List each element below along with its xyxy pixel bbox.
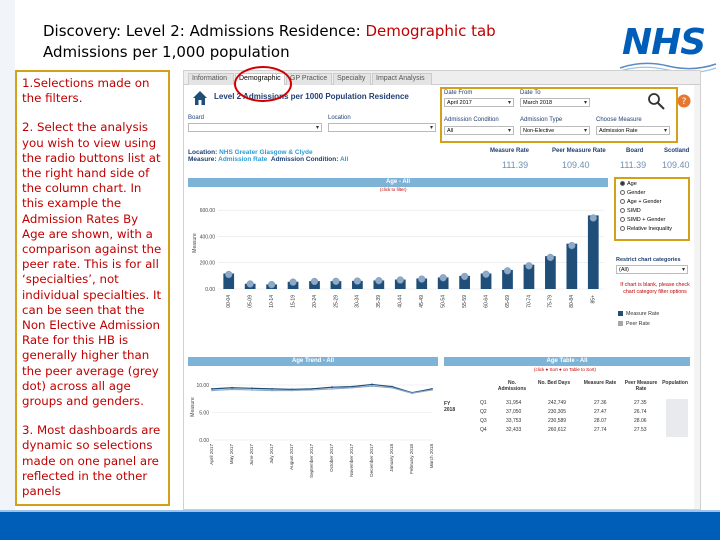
x-tick-label: 45-49 xyxy=(419,295,426,308)
table-cell-admissions: 32,433 xyxy=(506,427,522,433)
radio-dot xyxy=(620,217,625,222)
peer-rate-point xyxy=(231,389,233,391)
table-cell-quarter: Q2 xyxy=(480,409,487,415)
admission-condition-label: Admission Condition xyxy=(444,117,499,123)
measure-rate-point xyxy=(231,387,233,389)
table-row[interactable] xyxy=(444,400,690,409)
legend-label: Measure Rate xyxy=(626,311,660,317)
x-tick-label: 80-84 xyxy=(569,295,576,308)
x-tick-label: November 2017 xyxy=(349,444,355,477)
admission-type-select[interactable]: Non-Elective ▾ xyxy=(520,126,590,135)
kpi-value-peer-rate: 109.40 xyxy=(562,160,590,170)
x-tick-label: 50-54 xyxy=(440,295,447,308)
table-sort-hint: (click ● Sort ● on Table to Sort) xyxy=(534,367,596,372)
kpi-value-board: 111.39 xyxy=(620,160,647,170)
tab-gp-practice[interactable]: GP Practice xyxy=(286,73,332,85)
legend-swatch xyxy=(618,321,623,326)
board-label: Board xyxy=(188,115,205,121)
radio-age-gender[interactable] xyxy=(620,199,661,205)
table-cell-peer: 26.74 xyxy=(634,409,647,415)
table-header-admissions[interactable]: No. Admissions xyxy=(497,380,527,392)
x-tick-label: 25-29 xyxy=(333,295,340,308)
x-tick-label: 40-44 xyxy=(397,295,404,308)
peer-rate-point xyxy=(291,390,293,392)
slide-title-highlight: Demographic tab xyxy=(365,22,496,40)
kpi-value-scotland: 109.40 xyxy=(662,160,690,170)
peer-rate-point xyxy=(271,390,273,392)
nhs-logo: NHS xyxy=(622,22,706,63)
tab-information[interactable]: Information xyxy=(188,73,234,85)
legend-swatch xyxy=(618,311,623,316)
blank-chart-warning: If chart is blank, please check chart category filter options xyxy=(620,282,690,295)
x-tick-label: May 2017 xyxy=(229,444,235,465)
table-cell-rate: 27.74 xyxy=(594,427,607,433)
table-cell-peer: 28.06 xyxy=(634,418,647,424)
measure-rate-line xyxy=(212,384,432,392)
table-cell-rate: 27.36 xyxy=(594,400,607,406)
slide-subtitle: Admissions per 1,000 population xyxy=(43,43,290,61)
radio-relative-inequality-label: Relative Inequality xyxy=(627,226,672,232)
measure-line-label: Measure: xyxy=(188,156,217,163)
table-header-strip: Age Table - All xyxy=(444,357,690,366)
y-axis-label: Measure xyxy=(192,233,198,253)
table-cell-bed-days: 242,749 xyxy=(548,400,567,406)
age-chart-header: Age - All xyxy=(188,178,608,187)
table-cell-peer: 27.35 xyxy=(634,400,647,406)
location-measure-line xyxy=(188,149,348,163)
radio-simd[interactable] xyxy=(620,208,641,214)
location-label: Location xyxy=(328,115,351,121)
y-tick-label: 0.00 xyxy=(205,287,215,293)
x-tick-label: 00-04 xyxy=(226,295,233,308)
peer-rate-point xyxy=(211,390,213,392)
table-cell-quarter: Q1 xyxy=(480,400,487,406)
date-to-label: Date To xyxy=(520,90,541,96)
peer-rate-point xyxy=(375,277,382,284)
table-cell-admissions: 33,753 xyxy=(506,418,522,424)
analysis-radio-group xyxy=(614,177,690,241)
x-tick-label: July 2017 xyxy=(269,444,275,464)
restrict-categories-select[interactable]: (All) ▾ xyxy=(616,265,688,274)
choose-measure-label: Choose Measure xyxy=(596,117,642,123)
note-2: 2. Select the analysis you wish to view using the radio buttons list at the right hand side of the column chart. In this example the Admission Rates By Age are shown, with a comparison against the peer rate. This is for all ‘specialties’, not individual specialties. It can be seen that the Non Elective Admission Rate for this HB is generally higher than the peer average (grey dot) across all age groups and genders. xyxy=(22,120,162,409)
measure-rate-bar xyxy=(566,244,577,289)
peer-rate-point xyxy=(268,281,275,288)
x-tick-label: March 2018 xyxy=(429,444,435,469)
slide-title-prefix: Discovery: Level 2: Admissions Residence: xyxy=(43,22,366,40)
table-row-label: FY 2018 xyxy=(444,401,456,413)
peer-rate-point xyxy=(247,281,254,288)
peer-rate-point xyxy=(590,215,597,222)
demographic-tab-highlight-circle xyxy=(234,66,292,102)
x-tick-label: 65-69 xyxy=(504,295,511,308)
age-trend-line-chart[interactable] xyxy=(188,366,440,486)
peer-rate-point xyxy=(311,278,318,285)
dashboard-scrollbar[interactable] xyxy=(694,85,700,510)
y-tick-label: 10.00 xyxy=(196,383,209,389)
footer-bar xyxy=(0,512,720,540)
measure-rate-point xyxy=(271,388,273,390)
peer-rate-point xyxy=(431,389,433,391)
radio-simd-gender[interactable] xyxy=(620,217,665,223)
measure-rate-bar xyxy=(588,215,599,289)
peer-rate-point xyxy=(333,278,340,285)
radio-relative-inequality[interactable] xyxy=(620,226,672,232)
peer-rate-point xyxy=(568,242,575,249)
table-cell-quarter: Q3 xyxy=(480,418,487,424)
note-3: 3. Most dashboards are dynamic so selections made on one panel are reflected in the other panels xyxy=(22,423,161,499)
tab-specialty[interactable]: Specialty xyxy=(333,73,371,85)
x-tick-label: 75-79 xyxy=(547,295,554,308)
radio-gender-label: Gender xyxy=(627,190,646,196)
y-tick-label: 600.00 xyxy=(199,208,215,215)
choose-measure-select[interactable]: Admission Rate ▾ xyxy=(596,126,670,135)
kpi-label-measure-rate: Measure Rate xyxy=(490,148,530,154)
y-tick-label: 5.00 xyxy=(199,410,209,417)
peer-rate-point xyxy=(504,267,511,274)
table-cell-admissions: 31,954 xyxy=(506,400,522,406)
table-cell-rate: 28.07 xyxy=(594,418,607,424)
x-tick-label: January 2018 xyxy=(389,444,395,472)
table-cell-rate: 27.47 xyxy=(594,409,607,415)
home-icon[interactable] xyxy=(192,90,208,106)
peer-rate-point xyxy=(290,279,297,286)
date-from-label: Date From xyxy=(444,90,473,96)
table-row[interactable] xyxy=(444,409,690,418)
age-bar-chart[interactable] xyxy=(188,193,610,311)
table-cell-peer: 27.53 xyxy=(634,427,647,433)
peer-rate-point xyxy=(397,277,404,284)
trend-chart-header: Age Trend - All xyxy=(188,357,438,366)
search-zoom-icon[interactable] xyxy=(646,91,666,111)
peer-rate-point xyxy=(225,271,232,278)
radio-age-label: Age xyxy=(627,181,637,187)
dashboard-screenshot xyxy=(183,70,701,510)
tab-demographic[interactable]: Demographic xyxy=(235,73,285,85)
location-line-label: Location: xyxy=(188,149,218,156)
date-to-select[interactable]: March 2018 ▾ xyxy=(520,98,590,107)
peer-rate-point xyxy=(440,274,447,281)
x-tick-label: 85+ xyxy=(590,295,597,304)
condition-line-label: Admission Condition: xyxy=(270,156,339,163)
table-header-population[interactable]: Population xyxy=(662,380,688,386)
peer-rate-point xyxy=(391,387,393,389)
x-tick-label: June 2017 xyxy=(249,444,255,466)
x-tick-label: 60-64 xyxy=(483,295,490,308)
peer-rate-point xyxy=(411,392,413,394)
x-tick-label: December 2017 xyxy=(369,444,375,477)
radio-age[interactable] xyxy=(620,181,637,187)
age-chart-subtitle: (click to filter) xyxy=(380,187,407,192)
note-1: 1.Selections made on the filters. xyxy=(22,76,150,106)
radio-gender[interactable] xyxy=(620,190,645,196)
board-select[interactable] xyxy=(188,123,322,132)
radio-age-gender-label: Age + Gender xyxy=(627,199,662,205)
x-tick-label: April 2017 xyxy=(209,444,215,465)
legend-label: Peer Rate xyxy=(626,321,650,327)
table-row[interactable] xyxy=(444,418,690,427)
measure-rate-point xyxy=(331,386,333,388)
radio-dot xyxy=(620,226,625,231)
x-tick-label: August 2017 xyxy=(289,444,295,470)
y-axis-label: Measure xyxy=(190,397,196,417)
tab-impact-analysis[interactable]: Impact Analysis xyxy=(372,73,432,85)
x-tick-label: 35-39 xyxy=(376,295,383,308)
x-tick-label: 30-34 xyxy=(354,295,361,308)
y-tick-label: 200.00 xyxy=(199,260,215,267)
peer-rate-point xyxy=(331,388,333,390)
x-tick-label: 20-24 xyxy=(311,295,318,308)
table-cell-bed-days: 230,305 xyxy=(548,409,567,415)
table-cell-quarter: Q4 xyxy=(480,427,487,433)
kpi-value-measure-rate: 111.39 xyxy=(502,160,529,170)
radio-simd-label: SIMD xyxy=(627,208,641,214)
admission-type-label: Admission Type xyxy=(520,117,563,123)
peer-rate-point xyxy=(526,262,533,269)
radio-dot xyxy=(620,181,625,186)
peer-rate-point xyxy=(251,389,253,391)
instruction-notes xyxy=(15,70,170,506)
kpi-label-scotland: Scotland xyxy=(664,148,690,154)
radio-dot xyxy=(620,208,625,213)
location-line-value: NHS Greater Glasgow & Clyde xyxy=(219,149,313,156)
left-accent-bar xyxy=(0,0,15,512)
table-header-bed-days[interactable]: No. Bed Days xyxy=(537,380,571,386)
condition-line-value: All xyxy=(339,156,349,163)
filters-highlight-box xyxy=(440,87,678,143)
x-tick-label: 55-59 xyxy=(461,295,468,308)
restrict-categories-label: Restrict chart categories xyxy=(616,257,681,263)
x-tick-label: 10-14 xyxy=(268,295,275,308)
peer-rate-point xyxy=(418,276,425,283)
x-tick-label: February 2018 xyxy=(409,444,415,474)
radio-dot xyxy=(620,199,625,204)
level-title: Level 2 Admissions per 1000 Population Residence xyxy=(214,92,409,101)
measure-rate-point xyxy=(211,388,213,390)
peer-rate-point xyxy=(351,387,353,389)
table-header-measure-rate[interactable]: Measure Rate xyxy=(583,380,617,386)
x-tick-label: October 2017 xyxy=(329,444,335,472)
legend-measure-rate xyxy=(618,311,659,317)
peer-rate-point xyxy=(311,389,313,391)
help-icon[interactable] xyxy=(676,93,692,109)
y-tick-label: 400.00 xyxy=(199,234,215,241)
kpi-label-board: Board xyxy=(626,148,644,154)
peer-rate-point xyxy=(461,273,468,280)
slide-title xyxy=(43,22,496,40)
peer-rate-point xyxy=(371,385,373,387)
x-tick-label: September 2017 xyxy=(309,444,315,478)
location-select[interactable] xyxy=(328,123,436,132)
x-tick-label: 05-09 xyxy=(247,295,254,308)
radio-simd-gender-label: SIMD + Gender xyxy=(627,217,666,223)
table-cell-bed-days: 260,612 xyxy=(548,427,567,433)
legend-peer-rate xyxy=(618,321,650,327)
table-cell-bed-days: 230,589 xyxy=(548,418,567,424)
peer-rate-point xyxy=(354,278,361,285)
date-from-select[interactable]: April 2017 ▾ xyxy=(444,98,514,107)
admission-condition-select[interactable]: All ▾ xyxy=(444,126,514,135)
x-tick-label: 15-19 xyxy=(290,295,297,308)
population-column-redacted xyxy=(666,399,688,437)
peer-rate-line xyxy=(212,386,432,393)
measure-rate-point xyxy=(251,387,253,389)
x-tick-label: 70-74 xyxy=(526,295,533,308)
radio-dot xyxy=(620,190,625,195)
measure-rate-point xyxy=(371,384,373,386)
measure-line-value: Admission Rate xyxy=(218,156,268,163)
peer-rate-point xyxy=(483,271,490,278)
peer-rate-point xyxy=(547,254,554,261)
kpi-label-peer-rate: Peer Measure Rate xyxy=(552,148,606,154)
table-header-peer-rate[interactable]: Peer Measure Rate xyxy=(624,380,658,392)
y-tick-label: 0.00 xyxy=(199,438,209,444)
table-cell-admissions: 37,050 xyxy=(506,409,522,415)
svg-text:?: ? xyxy=(681,97,687,107)
table-row[interactable] xyxy=(444,427,690,436)
